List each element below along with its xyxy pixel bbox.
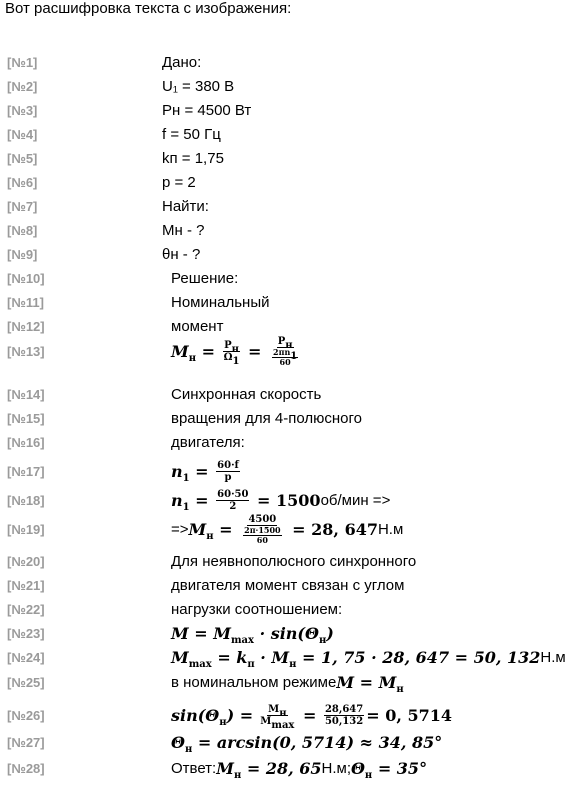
item-number: [№3] [7,102,38,118]
list-item [0,242,541,266]
subscript: н [184,743,193,755]
subscript: п [247,658,255,670]
list-item [0,430,541,454]
subscript: н [231,343,239,355]
formula-part: Н.м [377,520,404,538]
item-number: [№2] [7,78,38,94]
list-item [0,756,541,780]
formula-part: · M [254,647,290,667]
item-number: [№1] [7,54,38,70]
formula-part: ) [326,623,334,643]
formula-part: => [171,520,189,538]
formula-part: 50,132 [324,715,364,727]
formula-part: 2πn [273,346,291,357]
item-text [171,758,428,781]
formula-part: n [171,461,183,481]
item-text: p = 2 [162,173,196,191]
item-text: вращения для 4-полюсного [171,409,363,427]
subscript: max [230,634,254,646]
list-item [0,74,541,98]
item-number: [№27] [7,734,45,750]
formula-part: 28, 647 [311,519,378,539]
item-number: [№14] [7,386,45,402]
formula-part: 60·f [217,459,239,471]
formula-part: 2π·1500 [244,524,281,535]
item-text: момент [171,317,224,335]
formula-part: Н.м [540,648,566,666]
subscript: н [188,352,197,364]
item-number: [№11] [7,294,44,310]
list-item [0,382,541,406]
item-text: Мн - ? [162,221,205,239]
list-item [0,621,541,645]
fraction [240,514,284,545]
formula-part: M [171,341,189,361]
item-text: Дано: [162,53,202,71]
item-number: [№25] [7,674,45,690]
formula-part: об/мин => [320,491,391,509]
item-number: [№7] [7,198,38,214]
subscript: 1 [182,472,190,484]
list-item [0,335,541,367]
formula-part: = 35° [372,758,428,778]
list-item [0,488,541,512]
formula-part: в номинальном режиме [171,673,337,691]
item-number: [№8] [7,222,38,238]
list-item [0,266,541,290]
item-text: $M_н$ = $\frac{Pн}{\Omega 1}$ = $\frac{Pн}{\frac{2\pi n1}{60}}$ [171,336,303,367]
subscript: 1 [290,350,298,362]
formula-part: 4500 [248,513,277,525]
list-item [0,730,541,754]
item-number: [№4] [7,126,38,142]
formula-part: Θ [171,732,185,752]
item-text: f = 50 Гц [162,125,221,143]
item-number: [№15] [7,410,45,426]
list-item [0,703,541,731]
formula-part: 1500 [276,490,321,510]
item-text: двигателя момент связан с углом [171,576,405,594]
formula-part: = arcsin(0, 5714) ≈ 34, 85° [192,732,443,752]
item-number: [№18] [7,492,45,508]
list-item [0,194,541,218]
formula-part: P [277,335,286,347]
item-text: $\sin(\Theta_н)$ = $\frac{Mн}{Mmax}$ = $\frac{28,647}{50,132}$ = 0, 5714 [171,703,452,731]
item-text: Синхронная скорость [171,385,322,403]
formula-part: 60·50 [217,488,249,500]
formula-part: M [268,703,280,715]
formula-part: Ответ: [171,759,217,777]
formula-part: ) = [226,705,254,725]
item-text: θн - ? [162,245,201,263]
item-number: [№21] [7,577,45,593]
subscript: н [219,716,227,728]
fraction [269,336,301,367]
item-number: [№12] [7,318,45,334]
subscript: max [188,658,212,670]
item-number: [№19] [7,521,45,537]
formula-part: = 28, 65 [241,758,322,778]
list-item [0,218,541,242]
formula-part: M [260,715,272,727]
item-text [171,647,566,670]
list-item [0,513,541,545]
list-item [0,645,566,670]
item-number: [№20] [7,553,45,569]
formula-part: = 1, 75 · 28, 647 = 50, 132 [296,647,541,667]
subscript: н [233,769,242,781]
fraction [223,339,241,367]
subscript: max [271,719,295,731]
item-number: [№22] [7,601,45,617]
item-number: [№26] [7,707,45,723]
formula-part: Н.м; [321,759,351,777]
formula-part: P [224,339,232,351]
item-number: [№24] [7,649,45,665]
list-item [0,50,541,74]
list-item [0,122,541,146]
item-number: [№23] [7,625,45,641]
list-item [0,98,541,122]
formula-part: = k [211,647,248,667]
list-item [0,549,541,573]
formula-part: = 0, 5714 [366,705,452,725]
fraction [216,460,240,483]
subscript: н [364,769,373,781]
subscript: н [396,683,404,695]
formula-part: Θ [350,758,365,778]
item-text: двигателя: [171,433,245,451]
intro-text: Вот расшифровка текста с изображения: [5,0,292,17]
fraction [324,704,364,727]
formula-part: M [216,758,234,778]
item-number: [№13] [7,343,45,359]
fraction [259,703,295,731]
item-text [171,672,404,695]
item-text: => $M_н$ = $\frac{4500}{\frac{2\pi\cdot 1500}{60}}$ = 28, 647 Н.м [171,513,404,545]
item-text: U₁ = 380 В [162,77,235,95]
list-item [0,459,541,483]
item-number: [№10] [7,270,45,286]
item-number: [№16] [7,434,45,450]
list-item [0,406,541,430]
item-text: нагрузки соотношением: [171,600,343,618]
list-item [0,670,541,694]
list-item [0,597,541,621]
formula-part: M = M [171,623,231,643]
fraction [216,489,249,512]
item-number: [№6] [7,174,38,190]
item-text: Номинальный [171,293,270,311]
item-text: Решение: [171,269,239,287]
subscript: н [285,339,293,351]
formula-part: sin(Θ [171,705,220,725]
item-number: [№5] [7,150,38,166]
subscript: н [206,530,214,542]
formula-part: n [171,490,183,510]
item-text: kп = 1,75 [162,149,224,167]
item-text [171,623,334,646]
formula-part: Ω [223,351,233,363]
item-number: [№28] [7,760,45,776]
subscript: 1 [182,501,190,513]
formula-part: 28,647 [324,703,364,715]
fraction [243,526,281,545]
item-text [171,732,443,755]
formula-part: p [224,471,232,483]
formula-part: M [171,647,189,667]
list-item [0,290,541,314]
formula-part: M [188,519,207,539]
list-item [0,170,541,194]
item-number: [№9] [7,246,38,262]
formula-part: 60 [279,356,291,367]
subscript: н [279,707,287,719]
subscript: 1 [232,355,240,367]
list-item [0,146,541,170]
formula-part: · sin(Θ [254,623,319,643]
item-text: Pн = 4500 Вт [162,101,252,119]
subscript: н [289,658,297,670]
item-text: Найти: [162,197,209,215]
item-number: [№17] [7,463,45,479]
formula-part: 60 [256,534,268,545]
list-item [0,314,541,338]
item-text: $n_1$ = $\frac{60\cdot f}{p}$ [171,459,239,484]
subscript: н [318,634,327,646]
item-text: $n_1$ = $\frac{60\cdot 50}{2}$ = 1500 об/мин => [171,488,391,513]
item-text: Для неявнополюсного синхронного [171,552,417,570]
formula-part: M = M [336,672,397,692]
formula-part: 2 [229,500,237,512]
list-item [0,573,541,597]
